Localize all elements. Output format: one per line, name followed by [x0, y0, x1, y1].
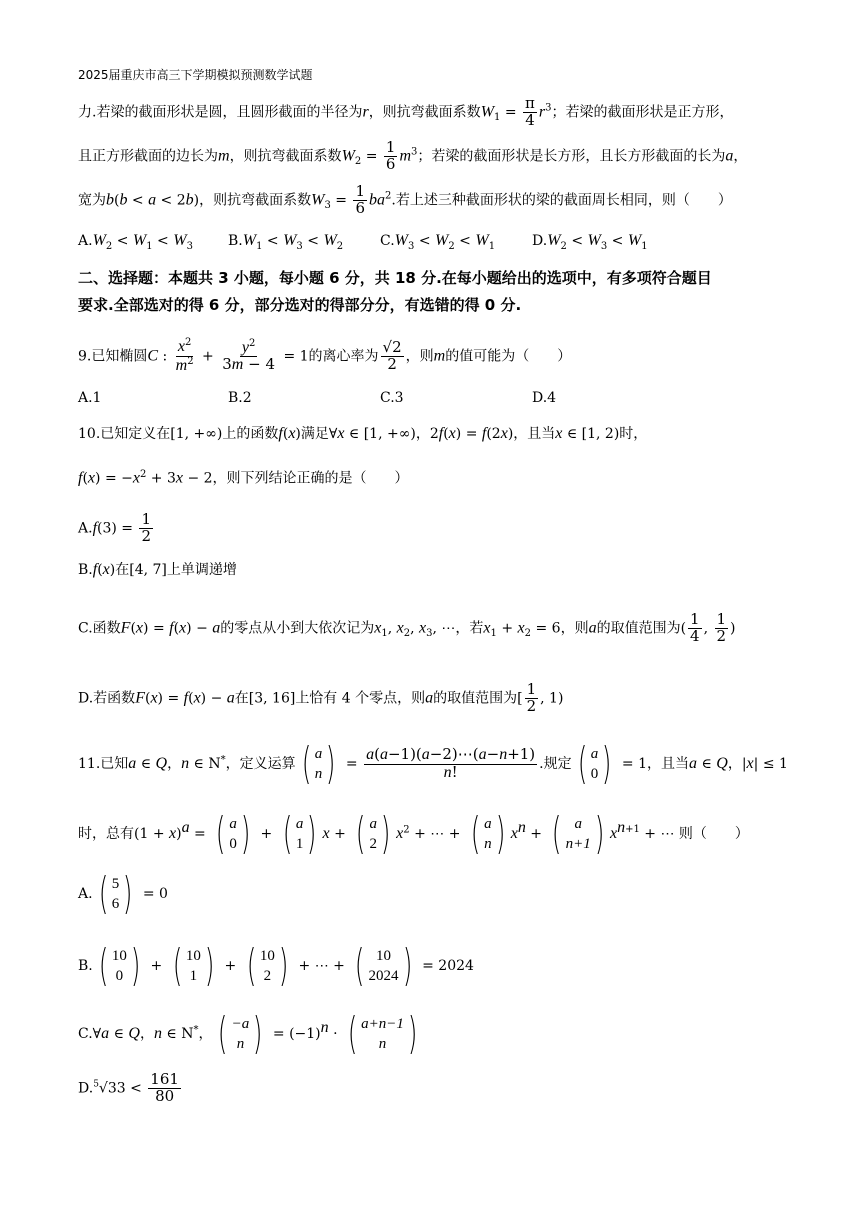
q11-stem-line-1: 11.已知a ∈ Q，n ∈ N*，定义运算 ( a n ) = $\frac{a(a-1)(a-2)\cdots(a-n+1)}{n!}$ .规定 ( a 0 ) = 1，且当a ∈ Q，|x| ≤ 1 — [78, 738, 788, 789]
q10-option-d[interactable]: D.若函数F(x) = f(x) − a在[3, 16]上恰有 4 个零点，则a的取值范围为[ $\frac{1}{2}$ , 1) — [78, 680, 564, 715]
q10-option-b[interactable]: B.f(x)在[4, 7]上单调递增 — [78, 561, 237, 578]
q8-text: ；若梁的截面形状是正方形， — [551, 104, 734, 121]
q8-text: 宽为 — [78, 192, 106, 209]
q11-option-b[interactable]: B. ( 10 0 ) + ( 10 1 ) + ( 10 2 ) + ⋯ + ( 10 2024 ) = 2024 — [78, 940, 474, 991]
q9-choice-b[interactable]: B.2 — [228, 390, 252, 406]
section-2-heading: 二、选择题：本题共 3 小题，每小题 6 分，共 18 分.在每小题给出的选项中，有多项符合题目 — [78, 269, 712, 287]
q8-choice-b[interactable]: $B.W_1 < W_3 < W_2$ — [228, 232, 344, 252]
q8-text: ，则抗弯截面系数 — [199, 192, 312, 209]
q8-line-1: 力.若梁的截面形状是圆，且圆形截面的半径为r，则抗弯截面系数$W_1$ = $\frac{\pi}{4}$ $r^3$；若梁的截面形状是正方形， — [78, 94, 734, 129]
q9-choice-a[interactable]: A.1 — [78, 390, 102, 406]
q8-text: ，则抗弯截面系数 — [229, 148, 342, 165]
q8-text: 且正方形截面的边长为 — [78, 148, 218, 165]
q10-stem-line-1: 10.已知定义在[1, +∞)上的函数f(x)满足∀x ∈ [1, +∞)，2f(x) = f(2x)，且当x ∈ [1, 2)时， — [78, 425, 648, 442]
q10-option-a[interactable]: A.f(3) = $\frac{1}{2}$ — [78, 510, 152, 545]
page-header: 2025届重庆市高三下学期模拟预测数学试题 — [78, 68, 313, 82]
q8-choice-d[interactable]: $D.W_2 < W_3 < W_1$ — [532, 232, 648, 252]
q8-line-2: 且正方形截面的边长为m，则抗弯截面系数$W_2$ = $\frac{1}{6}$ $m^3$；若梁的截面形状是长方形，且长方形截面的长为a， — [78, 138, 748, 173]
q11-option-c[interactable]: C.∀a ∈ Q，n ∈ N*， ( −a n ) = $(-1)^n$ · ( a+n−1 n ) — [78, 1008, 418, 1059]
q8-text: ；若梁的截面形状是长方形，且长方形截面的长为 — [417, 148, 726, 165]
q8-text: ，则抗弯截面系数 — [368, 104, 481, 121]
q10-option-c[interactable]: C.函数F(x) = f(x) − a的零点从小到大依次记为$x_1$, $x_2$, $x_3$, ⋯，若$x_1 + x_2 = 6$，则a的取值范围为( $\frac{1}{4}$ , $\frac{1}{2}$ ) — [78, 610, 736, 645]
q8-text: .若上述三种截面形状的梁的截面周长相同，则（ ） — [391, 192, 732, 209]
q8-line-3: 宽为b(b < a < 2b)，则抗弯截面系数$W_3$ = $\frac{1}{6}$ $ba^2$.若上述三种截面形状的梁的截面周长相同，则（ ） — [78, 182, 732, 217]
q10-stem-line-2: $f(x) = -x^2 + 3x - 2$，则下列结论正确的是（ ） — [78, 469, 409, 487]
q11-stem-line-2: 时，总有$(1 + x)^a$ = ( a 0 ) + ( a 1 ) x + ( a 2 ) $x^2$ + ⋯ + ( a n ) $x^n$ + ( a n+1 ) $x^{n+1}$ + ⋯ 则（ ） — [78, 808, 749, 859]
q11-option-d[interactable]: D.$^5$√33 < $\frac{161}{80}$ — [78, 1070, 179, 1105]
q9-choice-c[interactable]: C.3 — [380, 390, 404, 406]
section-2-instructions: 要求.全部选对的得 6 分，部分选对的得部分分，有选错的得 0 分. — [78, 296, 522, 314]
q9-stem: 9.已知椭圆C : $\frac{x^2}{m^2}$ + $\frac{y^2}{3m - 4}$ = 1的离心率为 $\frac{√2}{2}$ ，则m的值可能为（ ） — [78, 337, 572, 374]
q9-choice-d[interactable]: D.4 — [532, 390, 557, 406]
q8-text: 力.若梁的截面形状是圆，且圆形截面的半径为 — [78, 104, 363, 121]
q8-choice-a[interactable]: $A.W_2 < W_1 < W_3$ — [78, 232, 193, 252]
q8-choice-c[interactable]: $C.W_3 < W_2 < W_1$ — [380, 232, 496, 252]
q11-option-a[interactable]: A. ( 5 6 ) = 0 — [78, 868, 168, 919]
